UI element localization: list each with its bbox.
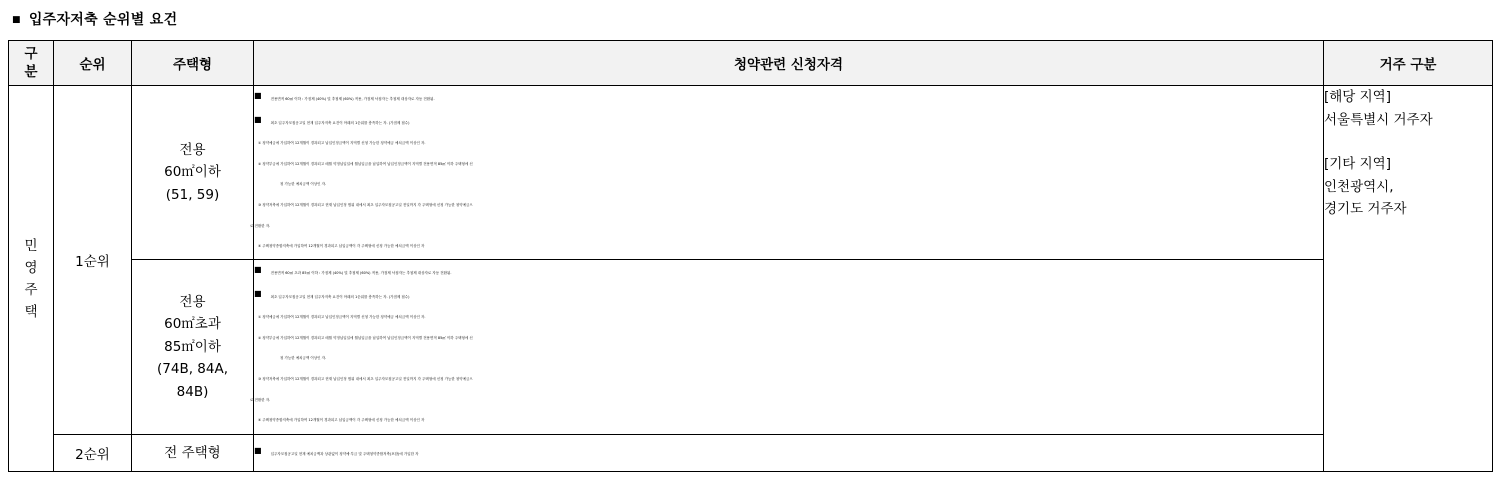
house-type-b-line: (74B, 84A,: [157, 361, 228, 378]
condition-line: ② 청약부금에 가입하여 12개월이 경과되고 매월 약정납입일에 월납입금을 납입하여 납입인정금액이 지역별 전용면적 85㎡ 이하 주택형에 신: [258, 335, 473, 340]
header-row: [9, 41, 1493, 86]
house-type-a-cell: [132, 86, 254, 260]
condition-line: ③ 청약저축에 가입하여 12개월이 경과되고 현재 납입인정 범위 내에서 최초 입주자모집공고일 전일까지 각 주택형에 신청 가능한 청약예금으: [258, 376, 473, 381]
header-rank: 순위: [54, 41, 132, 86]
house-type-b-line: 84B): [176, 383, 209, 400]
rank1-cell: 1순위: [54, 86, 132, 435]
table-row-rank2: [9, 435, 1493, 472]
residence-area1-label: [해당 지역]: [1324, 89, 1391, 105]
residence-cell: [1324, 86, 1493, 472]
house-type-all-cell: 전 주택형: [132, 435, 254, 472]
house-type-b-line: 60㎡초과: [164, 316, 221, 333]
condition-type-a-cell: [250, 86, 1324, 260]
condition-rank2-cell: [254, 435, 1324, 472]
condition-line: ② 청약부금에 가입하여 12개월이 경과되고 매월 약정납입일에 월납입금을 납입하여 납입인정금액이 지역별 전용면적 85㎡ 이하 주택형에 신: [258, 161, 473, 166]
requirements-table: [8, 40, 1493, 472]
house-type-a-line: 전용: [179, 141, 206, 158]
condition-line: ④ 주택청약종합저축에 가입하여 12개월이 경과되고 납입금액이 각 주택형에 신청 가능한 예치금액 이상인 자: [258, 418, 425, 423]
category-cell: [9, 86, 54, 472]
condition-line: ■ 최초 입주자모집공고일 현재 입주자저축 요건이 아래의 1순위를 충족하는 자. (가점제 접수): [254, 284, 1323, 308]
house-type-b-cell: [132, 260, 254, 435]
condition-line: ■ 전용면적 60㎡ 초과 85㎡ 이하 : 가점제 (40%) 및 추첨제 (60%) 적용, 가점제 낙첨자는 추첨제 대상자로 자동 전환됨.: [254, 260, 1323, 284]
section-title: [12, 9, 177, 29]
condition-line: 로 전환한 자.: [250, 223, 271, 228]
house-type-b-line: 85㎡이하: [164, 338, 221, 355]
condition-line: ① 청약예금에 가입하여 12개월이 경과되고 납입인정금액이 지역별 신청 가능한 청약예금 예치금액 이상인 자.: [258, 315, 426, 320]
condition-type-b-cell: [250, 260, 1324, 435]
section-title-text: 입주자저축 순위별 요건: [28, 12, 178, 28]
rank2-cell: 2순위: [54, 435, 132, 472]
house-type-a-line: 60㎡이하: [164, 164, 221, 181]
header-house-type: 주택형: [132, 41, 254, 86]
condition-line: ■ 입주자모집공고일 현재 예치금액과 상관없이 청약예·부금 및 주택청약종합저축(포함)에 가입한 자: [254, 441, 1323, 465]
header-qualification: 청약관련 신청자격: [254, 41, 1324, 86]
square-bullet-icon: ■: [12, 15, 21, 25]
condition-line: ③ 청약저축에 가입하여 12개월이 경과되고 현재 납입인정 범위 내에서 최초 입주자모집공고일 전일까지 각 주택형에 신청 가능한 청약예금으: [258, 202, 473, 207]
condition-line: 로 전환한 자.: [250, 397, 271, 402]
house-type-a-line: (51, 59): [165, 186, 220, 203]
table-row-type-a: [9, 86, 1493, 260]
condition-line: ■ 전용면적 60㎡ 이하 : 가점제 (40%) 및 추첨제 (60%) 적용, 가점제 낙첨자는 추첨제 대상자로 자동 전환됨.: [254, 86, 1323, 110]
header-residence: 거주 구분: [1324, 41, 1493, 86]
residence-area2-value: 인천광역시,: [1324, 178, 1394, 195]
category-text: 민 영 주 택: [24, 237, 38, 320]
residence-area2-label: [기타 지역]: [1324, 156, 1391, 172]
condition-line: ■ 최초 입주자모집공고일 현재 입주자저축 요건이 아래의 1순위를 충족하는 자. (가점제 접수): [254, 110, 1323, 134]
header-category-text: 구 분: [24, 46, 38, 80]
residence-area1-value: 서울특별시 거주자: [1324, 111, 1433, 128]
table-row-type-b: [9, 260, 1493, 435]
condition-line: ④ 주택청약종합저축에 가입하여 12개월이 경과되고 납입금액이 각 주택형에 신청 가능한 예치금액 이상인 자: [258, 244, 425, 249]
condition-line: ① 청약예금에 가입하여 12개월이 경과되고 납입인정금액이 지역별 신청 가능한 청약예금 예치금액 이상인 자.: [258, 141, 426, 146]
residence-area2-value: 경기도 거주자: [1324, 201, 1407, 217]
condition-line: 청 가능한 예치금액 이상인 자.: [280, 356, 327, 361]
condition-line: 청 가능한 예치금액 이상인 자.: [280, 182, 327, 187]
header-category: [9, 41, 54, 86]
house-type-b-line: 전용: [179, 293, 206, 310]
